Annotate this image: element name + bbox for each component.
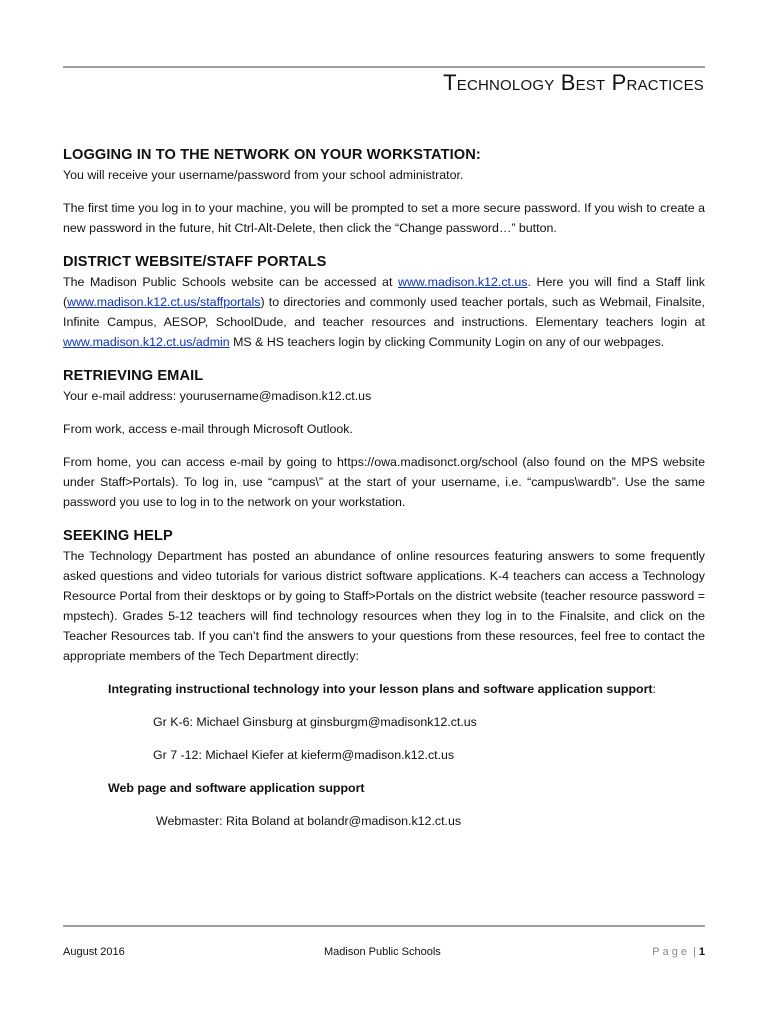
section-heading-email: RETRIEVING EMAIL: [63, 368, 204, 384]
district-text-b: . Here you will find a Staff link (: [63, 275, 705, 309]
footer-page-number: 1: [698, 946, 705, 958]
header-rule: [63, 66, 705, 68]
district-text-d: MS & HS teachers login by clicking Community Login on any of our webpages.: [229, 335, 665, 349]
integrating-subheading-colon: :: [652, 682, 656, 696]
contact-7-12: Gr 7 -12: Michael Kiefer at kieferm@madison.k12.ct.us: [153, 748, 455, 762]
document-body: [63, 145, 705, 831]
footer-date: August 2016: [63, 946, 125, 958]
footer-page-word: Page: [652, 946, 690, 958]
district-paragraph: [63, 272, 705, 352]
email-paragraph-1: Your e-mail address: yourusername@madison.k12.ct.us: [63, 389, 372, 403]
login-paragraph-2: The first time you log in to your machine, you will be prompted to set a more secure password. If you wish to create a new password in the future, hit Ctrl-Alt-Delete, then click the “Change password…” button.: [63, 201, 705, 235]
integrating-subheading-text: Integrating instructional technology into your lesson plans and software application support: [108, 682, 653, 696]
district-text-c: ) to directories and commonly used teacher portals, such as Webmail, Finalsite, Infinite Campus, AESOP, SchoolDude, and teacher resources and instructions. Elementary teachers login at: [63, 295, 705, 329]
admin-login-link[interactable]: www.madison.k12.ct.us/admin: [63, 335, 230, 349]
email-paragraph-2: From work, access e-mail through Microsoft Outlook.: [63, 422, 353, 436]
section-heading-help: SEEKING HELP: [63, 528, 173, 544]
footer-page-separator: |: [693, 946, 696, 958]
help-paragraph: The Technology Department has posted an abundance of online resources featuring answers to some frequently asked questions and video tutorials for various district software applications. K-4 teachers can access a Technology Resource Portal from their desktops or by going to Staff>Portals on the district website (teacher resource password = mpstech). Grades 5-12 teachers will find technology resources when they log in to the Finalsite, and click on the Teacher Resources tab. If you can’t find the answers to your questions from these resources, feel free to contact the appropriate members of the Tech Department directly:: [63, 549, 705, 663]
document-title: Technology Best Practices: [443, 70, 704, 95]
footer-page-indicator: [652, 946, 705, 958]
district-website-link[interactable]: www.madison.k12.ct.us: [398, 275, 528, 289]
web-support-subheading: Web page and software application support: [108, 781, 365, 795]
footer-rule: [63, 925, 705, 927]
staff-portals-link[interactable]: www.madison.k12.ct.us/staffportals: [67, 295, 261, 309]
district-text-a: The Madison Public Schools website can be accessed at: [63, 275, 399, 289]
login-paragraph-1: You will receive your username/password from your school administrator.: [63, 168, 464, 182]
contact-webmaster: Webmaster: Rita Boland at bolandr@madison.k12.ct.us: [156, 814, 462, 828]
section-heading-login: LOGGING IN TO THE NETWORK ON YOUR WORKSTATION:: [63, 147, 481, 163]
section-heading-district: DISTRICT WEBSITE/STAFF PORTALS: [63, 254, 327, 270]
contact-k6: Gr K-6: Michael Ginsburg at ginsburgm@madisonk12.ct.us: [153, 715, 477, 729]
integrating-subheading: [63, 679, 705, 699]
email-paragraph-3: From home, you can access e-mail by going to https://owa.madisonct.org/school (also found on the MPS website under Staff>Portals). To log in, use “campus\” at the start of your username, i.e. “campus\wardb”. Use the same password you use to log in to the network on your workstation.: [63, 455, 705, 509]
footer-organization: Madison Public Schools: [324, 946, 441, 958]
